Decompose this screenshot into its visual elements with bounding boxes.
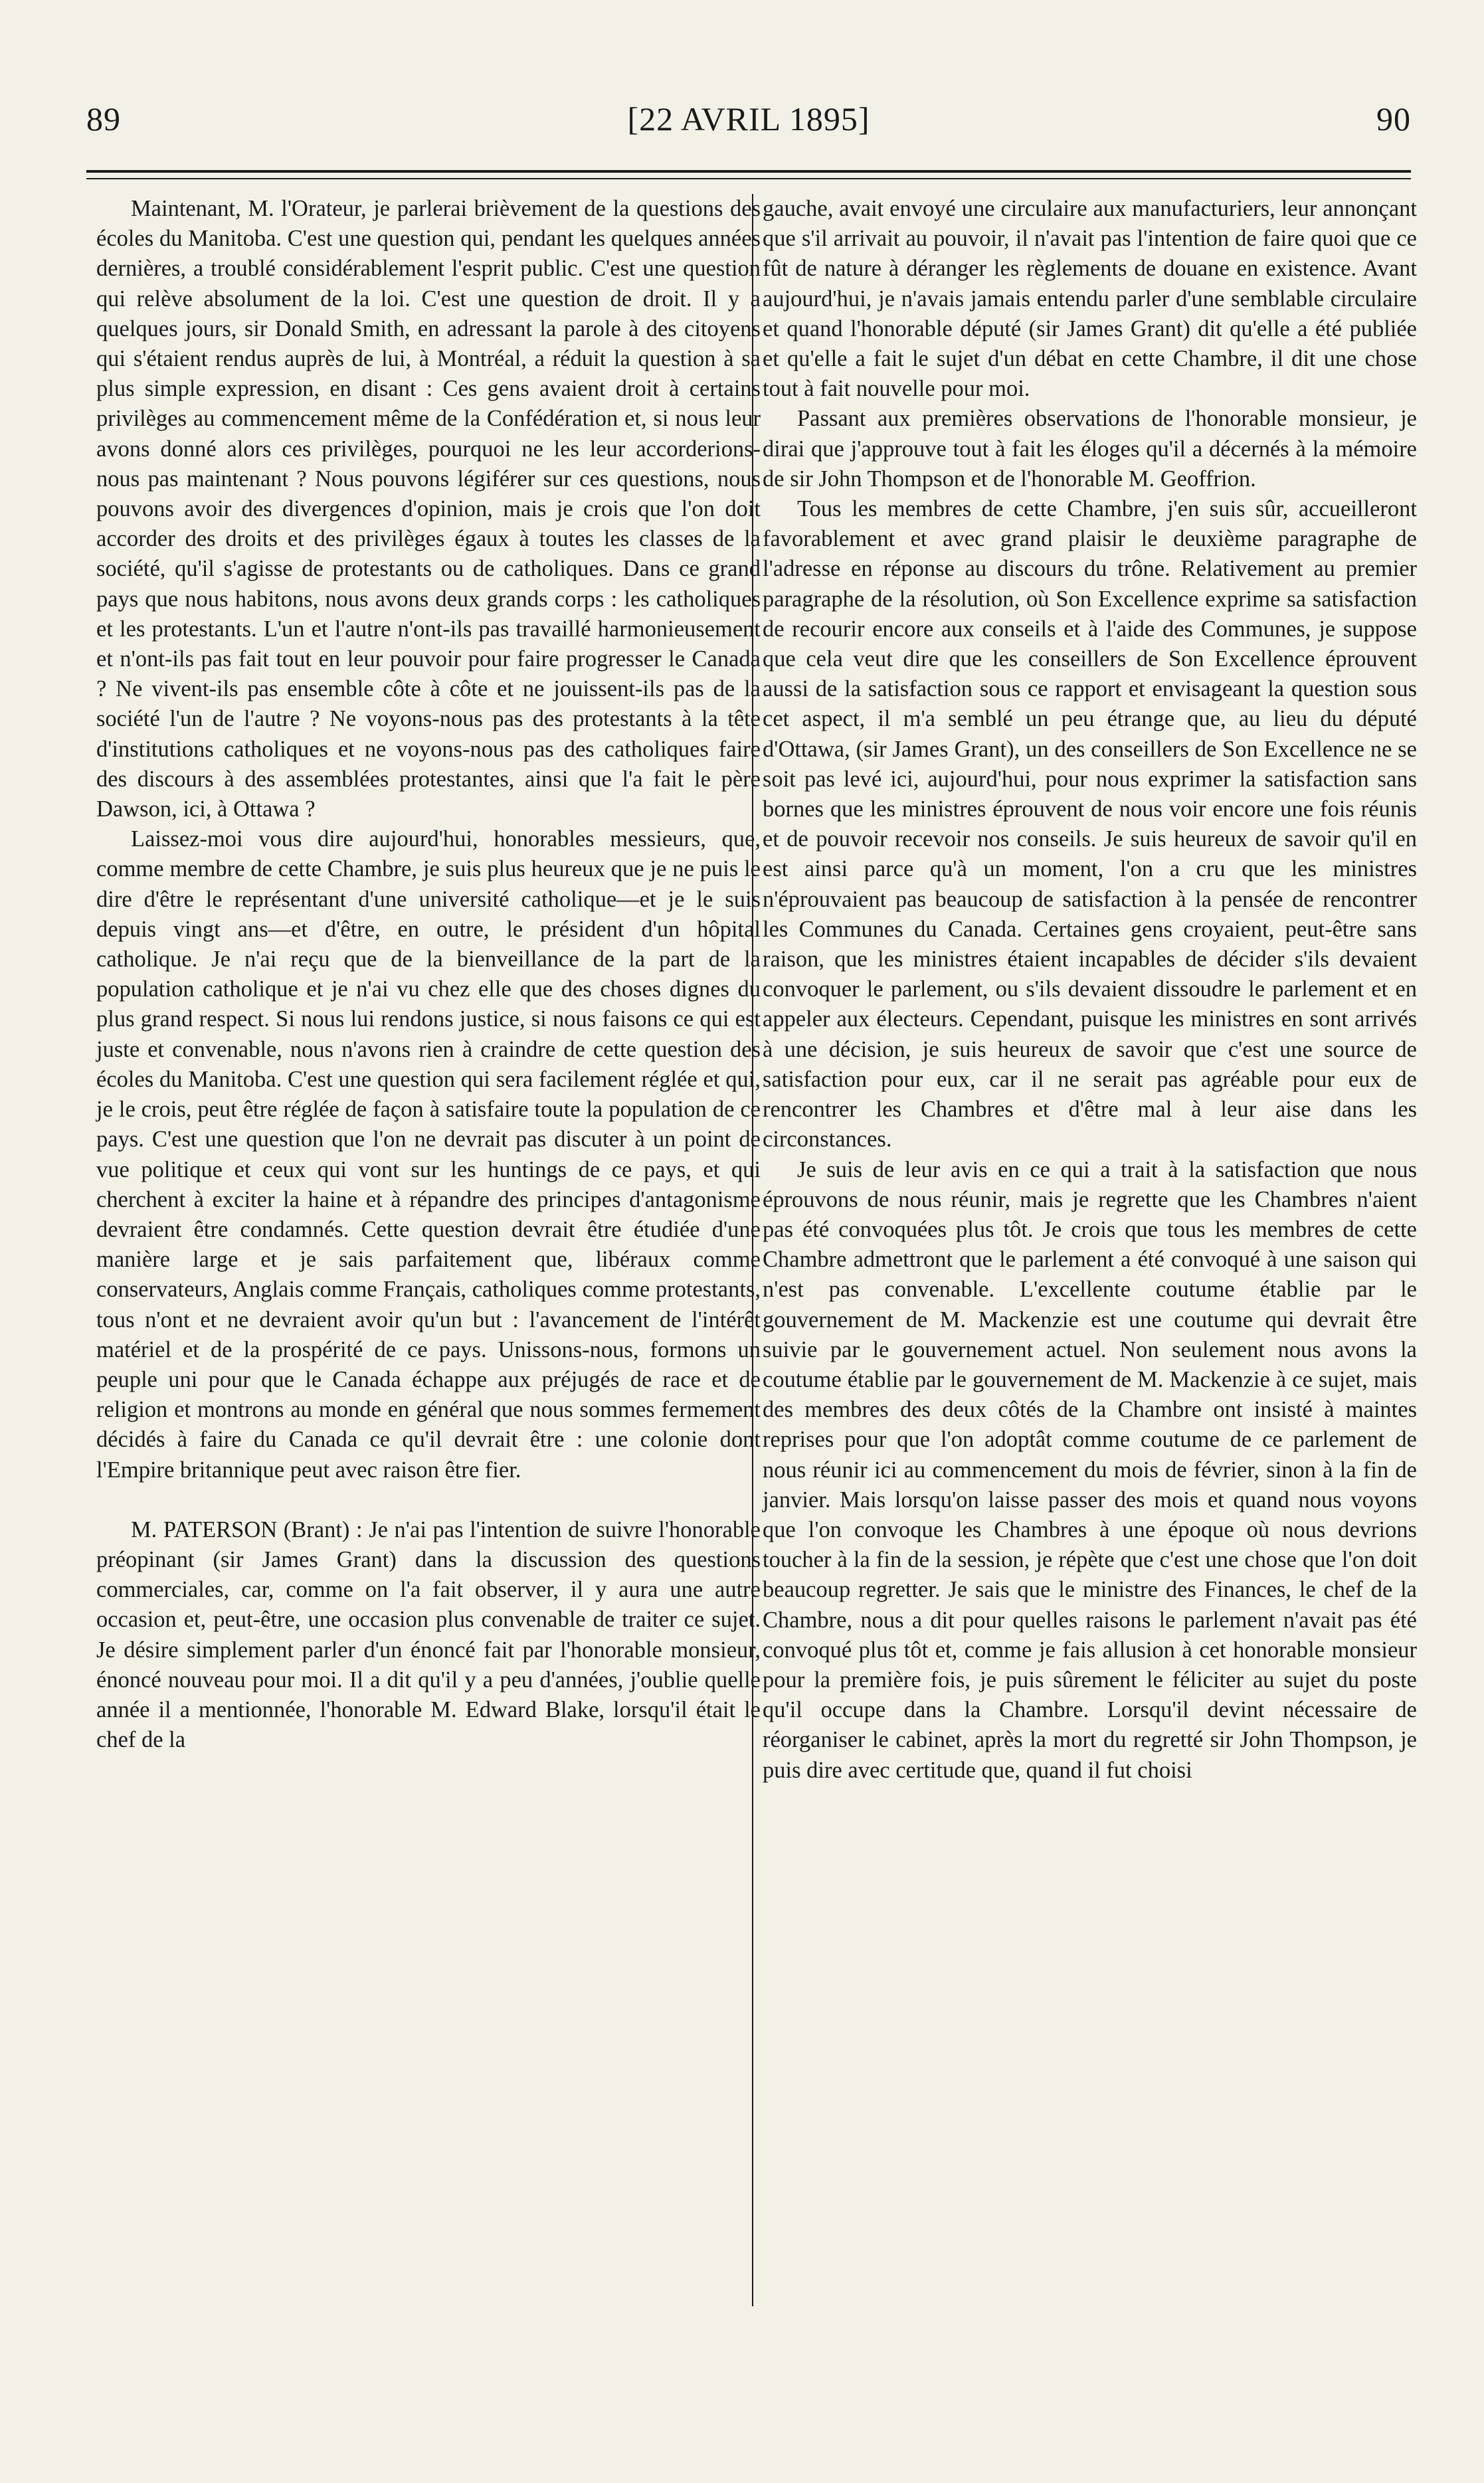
header-rule-thick <box>86 170 1411 173</box>
header-date: [22 AVRIL 1895] <box>627 100 870 138</box>
page-number-right: 90 <box>1376 100 1411 138</box>
paragraph: Tous les membres de cette Chambre, j'en suis sûr, accueilleront favorablement et avec grand plaisir le deuxième paragraphe de l'adresse en réponse au discours du trône. Relativement au premier paragraphe de la résolution, où Son Excellence exprime sa satisfaction de recourir encore aux conseils et à l'aide des Communes, je suppose que cela veut dire que les conseillers de Son Excellence éprouvent aussi de la satisfaction sous ce rapport et envisageant la question sous cet aspect, il m'a semblé un peu étrange que, au lieu du député d'Ottawa, (sir James Grant), un des conseillers de Son Excellence ne se soit pas levé ici, aujourd'hui, pour nous exprimer la satisfaction sans bornes que les ministres éprouvent de nous voir encore une fois réunis et de pouvoir recevoir nos conseils. Je suis heureux de savoir qu'il en est ainsi parce qu'à un moment, l'on a cru que les ministres n'éprouvaient pas beaucoup de satisfaction à la pensée de rencontrer les Communes du Canada. Certaines gens croyaient, peut-être sans raison, que les ministres étaient incapables de décider s'ils devaient convoquer le parlement, ou s'ils devaient dissoudre le parlement et en appeler aux électeurs. Cependant, puisque les ministres en sont arrivés à une décision, je suis heureux de savoir que c'est une source de satisfaction pour eux, car il ne serait pas agréable pour eux de rencontrer les Chambres et d'être mal à leur aise dans les circonstances. <box>763 496 1417 1152</box>
page-number-left: 89 <box>86 100 121 138</box>
column-divider <box>752 194 753 2306</box>
paragraph: gauche, avait envoyé une circulaire aux manufacturiers, leur annonçant que s'il arrivait au pouvoir, il n'avait pas l'intention de faire quoi que ce fût de nature à déranger les règlements de douane en existence. Avant aujourd'hui, je n'avais jamais entendu parler d'une semblable circulaire et quand l'honorable député (sir James Grant) dit qu'elle a été publiée et qu'elle a fait le sujet d'un débat en cette Chambre, il dit une chose tout à fait nouvelle pour moi. <box>763 196 1417 402</box>
paragraph: Je suis de leur avis en ce qui a trait à la satisfaction que nous éprouvons de nous réunir, mais je regrette que les Chambres n'aient pas été convoquées plus tôt. Je crois que tous les membres de cette Chambre admettront que le parlement a été convoqué à une saison qui n'est pas convenable. L'excellente coutume établie par le gouvernement de M. Mackenzie est une coutume qui devrait être suivie par le gouvernement actuel. Non seulement nous avons la coutume établie par le gouvernement de M. Mackenzie à ce sujet, mais des membres des deux côtés de la Chambre ont insisté à maintes reprises pour que l'on adoptât comme coutume de ce parlement de nous réunir ici au commencement du mois de février, sinon à la fin de janvier. Mais lorsqu'on laisse passer des mois et quand nous voyons que l'on convoque les Chambres à une époque où nous devrions toucher à la fin de la session, je répète que c'est une chose que l'on doit beaucoup regretter. Je sais que le ministre des Finances, le chef de la Chambre, nous a dit pour quelles raisons le parlement n'avait pas été convoqué plus tôt et, comme je fais allusion à cet honorable monsieur pour la première fois, je puis sûrement le féliciter au sujet du poste qu'il occupe dans la Chambre. Lorsqu'il devint nécessaire de réorganiser le cabinet, après la mort du regretté sir John Thompson, je puis dire avec certitude que, quand il fut choisi <box>763 1156 1417 1783</box>
page-header <box>86 93 1411 146</box>
paragraph: M. PATERSON (Brant) : Je n'ai pas l'intention de suivre l'honorable préopinant (sir James Grant) dans la discussion des questions commerciales, car, comme on l'a fait observer, il y aura une autre occasion et, peut-être, une occasion plus convenable de traiter ce sujet. Je désire simplement parler d'un énoncé fait par l'honorable monsieur, énoncé nouveau pour moi. Il a dit qu'il y a peu d'années, j'oublie quelle année il a mentionnée, l'honorable M. Edward Blake, lorsqu'il était le chef de la <box>96 1517 761 1753</box>
header-rule-thin <box>86 178 1411 179</box>
right-column <box>763 194 1417 1786</box>
paragraph: Passant aux premières observations de l'honorable monsieur, je dirai que j'approuve tout à fait les éloges qu'il a décernés à la mémoire de sir John Thompson et de l'honorable M. Geoffrion. <box>763 406 1417 492</box>
paragraph: Laissez-moi vous dire aujourd'hui, honorables messieurs, que, comme membre de cette Chambre, je suis plus heureux que je ne puis le dire d'être le représentant d'une université catholique—et je le suis depuis vingt ans—et d'être, en outre, le président d'un hôpital catholique. Je n'ai reçu que de la bienveillance de la part de la population catholique et je n'ai vu chez elle que des choses dignes du plus grand respect. Si nous lui rendons justice, si nous faisons ce qui est juste et convenable, nous n'avons rien à craindre de cette question des écoles du Manitoba. C'est une question qui sera facilement réglée et qui, je le crois, peut être réglée de façon à satisfaire toute la population de ce pays. C'est une question que l'on ne devrait pas discuter à un point de vue politique et ceux qui vont sur les huntings de ce pays, et qui cherchent à exciter la haine et à répandre des principes d'antagonisme devraient être condamnés. Cette question devrait être étudiée d'une manière large et je sais parfaitement que, libéraux comme conservateurs, Anglais comme Français, catholiques comme protestants, tous n'ont et ne devraient avoir qu'un but : l'avancement de l'intérêt matériel et de la prospérité de ce pays. Unissons-nous, formons un peuple uni pour que le Canada échappe aux préjugés de race et de religion et montrons au monde en général que nous sommes fermement décidés à faire du Canada ce qu'il devrait être : une colonie dont l'Empire britannique peut avec raison être fier. <box>96 826 761 1483</box>
left-column <box>96 194 761 1755</box>
paragraph: Maintenant, M. l'Orateur, je parlerai brièvement de la questions des écoles du Manitoba. C'est une question qui, pendant les quelques années dernières, a troublé considérablement l'esprit public. C'est une question qui relève absolument de la loi. C'est une question de droit. Il y a quelques jours, sir Donald Smith, en adressant la parole à des citoyens qui s'étaient rendus auprès de lui, à Montréal, a réduit la question à sa plus simple expression, en disant : Ces gens avaient droit à certains privilèges au commencement même de la Confédération et, si nous leur avons donné alors ces privilèges, pourquoi ne les leur accorderions-nous pas maintenant ? Nous pouvons légiférer sur ces questions, nous pouvons avoir des divergences d'opinion, mais je crois que l'on doit accorder des droits et des privilèges égaux à toutes les classes de la société, qu'il s'agisse de protestants ou de catholiques. Dans ce grand pays que nous habitons, nous avons deux grands corps : les catholiques et les protestants. L'un et l'autre n'ont-ils pas travaillé harmonieusement et n'ont-ils pas fait tout en leur pouvoir pour faire progresser le Canada ? Ne vivent-ils pas ensemble côte à côte et ne jouissent-ils pas de la société l'un de l'autre ? Ne voyons-nous pas des protestants à la tête d'institutions catholiques et ne voyons-nous pas des catholiques faire des discours à des assemblées protestantes, ainsi que l'a fait le père Dawson, ici, à Ottawa ? <box>96 196 761 822</box>
